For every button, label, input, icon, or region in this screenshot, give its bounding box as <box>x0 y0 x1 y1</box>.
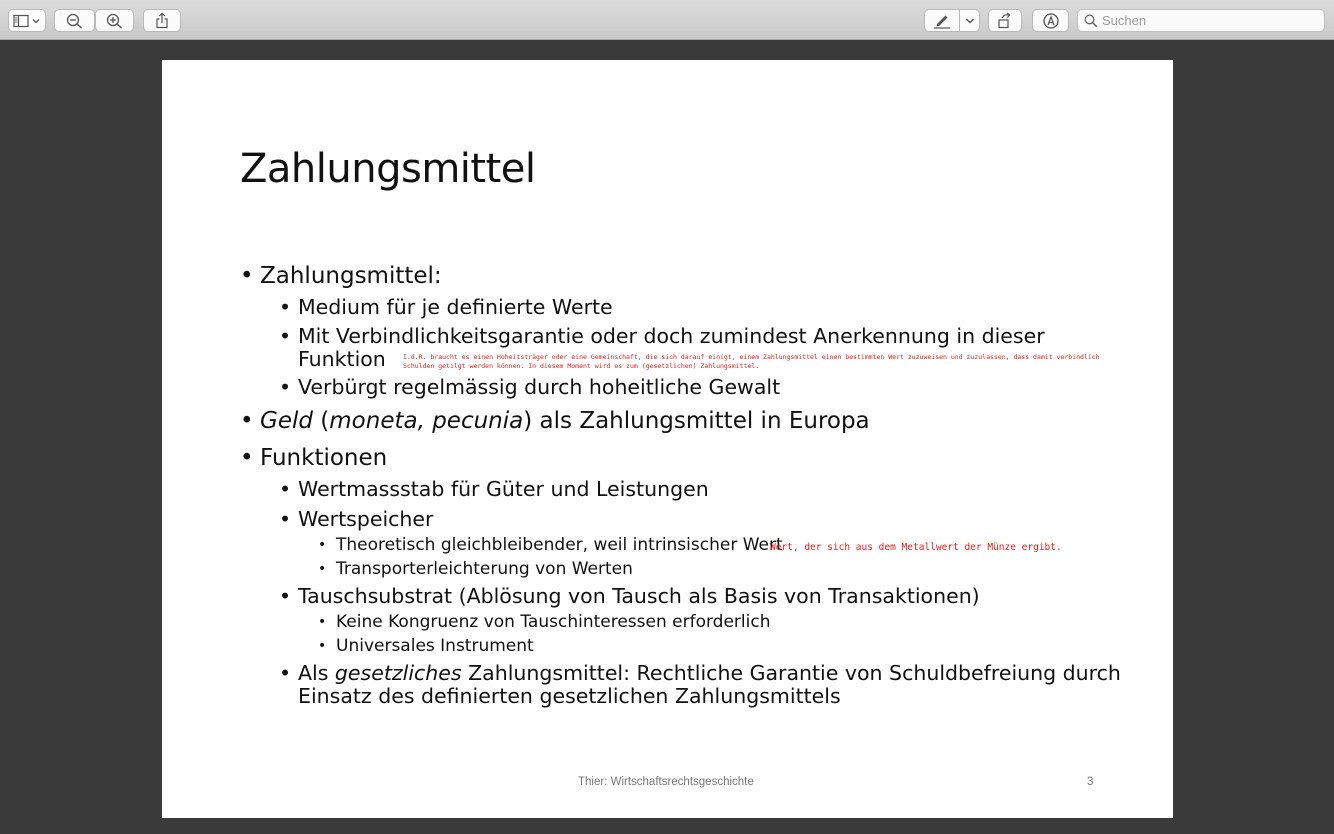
chevron-down-icon <box>965 17 975 25</box>
annotate-icon <box>1042 12 1060 30</box>
bullet-text-italic: gesetzliches <box>334 661 462 685</box>
bullet-dot: • <box>279 324 292 348</box>
slide-footer: Thier: Wirtschaftsrechtsgeschichte <box>578 776 754 788</box>
bullet-text: Wertmassstab für Güter und Leistungen <box>298 477 709 501</box>
bullet-wertmassstab <box>279 477 709 501</box>
zoom-in-button[interactable] <box>95 9 134 32</box>
annotation-line: Schulden getilgt werden können. In diesem Moment wird es zum (gesetzlichen) Zahlungsmittel. <box>403 361 760 370</box>
bullet-gesetzliches-continued <box>298 684 841 708</box>
bullet-text-italic: moneta, pecunia <box>329 408 524 434</box>
annotate-button[interactable] <box>1032 9 1069 32</box>
bullet-dot: • <box>279 375 292 399</box>
rotate-icon <box>996 12 1014 29</box>
bullet-text: Keine Kongruenz von Tauschinteressen erforderlich <box>336 612 771 632</box>
bullet-text: Tauschsubstrat (Ablösung von Tausch als Basis von Transaktionen) <box>298 584 980 608</box>
search-input[interactable] <box>1102 13 1312 28</box>
annotation-note-2: Wert, der sich aus dem Metallwert der Münze ergibt. <box>770 542 1062 553</box>
bullet-text: Zahlungsmittel: <box>260 263 442 289</box>
bullet-keine-kongruenz <box>318 612 771 632</box>
bullet-dot: • <box>318 638 327 654</box>
bullet-dot: • <box>279 507 292 531</box>
bullet-dot: • <box>318 537 327 553</box>
bullet-transporterleichterung <box>318 559 633 579</box>
bullet-text: Universales Instrument <box>336 636 534 656</box>
bullet-geld <box>240 408 870 434</box>
bullet-universales-instrument <box>318 636 534 656</box>
bullet-text: Mit Verbindlichkeitsgarantie oder doch zumindest Anerkennung in dieser <box>298 324 1045 348</box>
markup-pen-icon <box>932 13 952 29</box>
zoom-out-button[interactable] <box>54 9 95 32</box>
bullet-medium <box>279 295 613 319</box>
bullet-text: Theoretisch gleichbleibender, weil intrinsischer Wert <box>336 535 783 555</box>
bullet-verbindlichkeit-continued <box>298 347 386 371</box>
bullet-text: ) als Zahlungsmittel in Europa <box>523 408 870 434</box>
bullet-dot: • <box>279 477 292 501</box>
search-icon <box>1084 14 1098 28</box>
bullet-text: Einsatz des definierten gesetzlichen Zahlungsmittels <box>298 684 841 708</box>
slide-title: Zahlungsmittel <box>240 146 536 192</box>
bullet-text: Funktion <box>298 347 386 371</box>
document-page <box>162 60 1173 818</box>
bullet-text-italic: Geld <box>260 408 313 434</box>
bullet-dot: • <box>279 295 292 319</box>
bullet-theoretisch <box>318 535 783 555</box>
sidebar-icon <box>12 14 42 28</box>
share-button[interactable] <box>143 9 181 32</box>
bullet-text: Funktionen <box>260 445 388 471</box>
bullet-tauschsubstrat <box>279 584 980 608</box>
annotation-line: I.d.R. braucht es einen Hoheitsträger oder eine Gemeinschaft, die sich darauf einigt, einem Zahlungsmittel einen bestimmten Wert zuzuweisen und zuzulassen, dass damit verbindlich <box>403 353 1100 361</box>
page-number: 3 <box>1087 776 1094 788</box>
search-field[interactable] <box>1077 9 1325 32</box>
bullet-text: ( <box>312 408 330 434</box>
bullet-dot: • <box>279 584 292 608</box>
zoom-out-icon <box>66 13 84 29</box>
rotate-button[interactable] <box>988 9 1022 32</box>
bullet-verbindlichkeit <box>279 324 1045 348</box>
bullet-text: Wertspeicher <box>298 507 434 531</box>
bullet-zahlungsmittel <box>240 263 442 289</box>
markup-dropdown-button[interactable] <box>959 9 980 32</box>
sidebar-toggle-button[interactable] <box>8 9 46 32</box>
zoom-in-icon <box>106 13 124 29</box>
bullet-gesetzliches <box>279 661 1121 685</box>
bullet-text: Zahlungsmittel: Rechtliche Garantie von Schuldbefreiung durch <box>461 661 1121 685</box>
bullet-verbuergt <box>279 375 781 399</box>
markup-pen-button[interactable] <box>924 9 960 32</box>
bullet-text: Medium für je definierte Werte <box>298 295 613 319</box>
bullet-dot: • <box>318 614 327 630</box>
bullet-text: Transporterleichterung von Werten <box>336 559 633 579</box>
share-icon <box>155 12 169 29</box>
bullet-funktionen <box>240 445 388 471</box>
toolbar <box>0 0 1334 40</box>
bullet-dot: • <box>240 263 254 289</box>
bullet-dot: • <box>240 445 254 471</box>
bullet-dot: • <box>318 561 327 577</box>
bullet-text: Verbürgt regelmässig durch hoheitliche Gewalt <box>298 375 781 399</box>
bullet-wertspeicher <box>279 507 434 531</box>
annotation-note-1 <box>403 353 1100 370</box>
bullet-text: Als <box>298 661 335 685</box>
bullet-dot: • <box>279 661 292 685</box>
bullet-dot: • <box>240 408 254 434</box>
